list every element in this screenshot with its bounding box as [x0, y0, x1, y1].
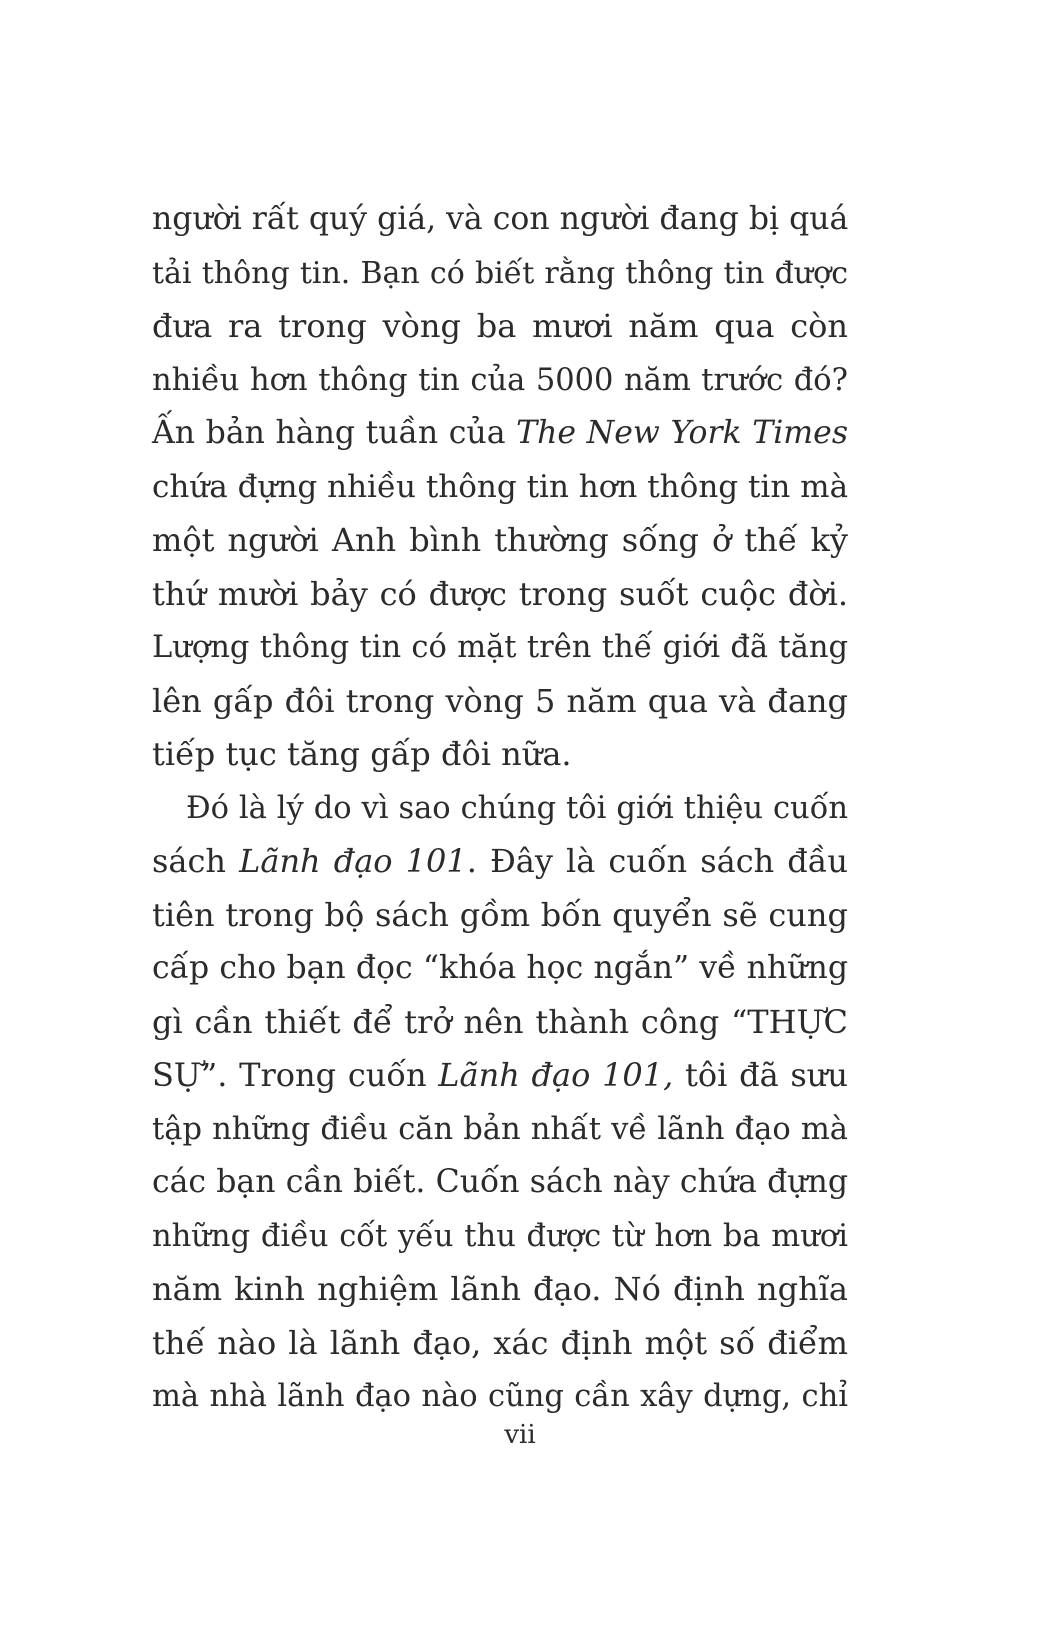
- text-span: . Đây là cuốn sách đầu: [466, 842, 849, 880]
- text-span: tôi đã sưu: [673, 1056, 849, 1094]
- text-line: năm kinh nghiệm lãnh đạo. Nó định nghĩa: [152, 1270, 848, 1308]
- text-line: người rất quý giá, và con người đang bị quá: [152, 201, 849, 237]
- text-line: Đó là lý do vì sao chúng tôi giới thiệu cuốn: [186, 790, 848, 826]
- text-span: SỰ”. Trong cuốn: [152, 1056, 439, 1094]
- body-text: [152, 193, 848, 1424]
- text-line: những điều cốt yếu thu được từ hơn ba mươi: [152, 1218, 848, 1254]
- text-line: mà nhà lãnh đạo nào cũng cần xây dựng, chỉ: [152, 1379, 848, 1414]
- text-line: [152, 835, 848, 889]
- text-line: một người Anh bình thường sống ở thế kỷ: [152, 521, 848, 559]
- text-line: lên gấp đôi trong vòng 5 năm qua và đang: [152, 681, 848, 720]
- text-span: sách: [152, 842, 240, 880]
- text-line: đưa ra trong vòng ba mươi năm qua còn: [152, 307, 848, 345]
- italic-title: Lãnh đạo 101: [239, 842, 467, 880]
- text-line: tập những điều căn bản nhất về lãnh đạo mà: [152, 1111, 848, 1147]
- text-line: tiếp tục tăng gấp đôi nữa.: [152, 735, 572, 773]
- italic-title: Lãnh đạo 101,: [438, 1056, 674, 1094]
- text-line: chứa đựng nhiều thông tin hơn thông tin mà: [152, 468, 849, 505]
- text-line: Lượng thông tin có mặt trên thế giới đã tăng: [152, 630, 848, 665]
- text-line: các bạn cần biết. Cuốn sách này chứa đựng: [152, 1164, 848, 1200]
- text-line: tải thông tin. Bạn có biết rằng thông tin được: [152, 255, 848, 291]
- page-number: vii: [504, 1420, 536, 1450]
- text-line: nhiều hơn thông tin của 5000 năm trước đó?: [152, 362, 848, 398]
- italic-title: The New York Times: [516, 415, 848, 451]
- text-line: [152, 1049, 848, 1103]
- text-line: [152, 407, 848, 461]
- text-line: thế nào là lãnh đạo, xác định một số điểm: [152, 1323, 848, 1362]
- text-line: cấp cho bạn đọc “khóa học ngắn” về những: [152, 950, 848, 986]
- text-span: Ấn bản hàng tuần của: [152, 415, 517, 451]
- text-line: gì cần thiết để trở nên thành công “THỰC: [152, 1002, 848, 1041]
- text-line: thứ mười bảy có được trong suốt cuộc đời.: [152, 574, 848, 613]
- text-line: tiên trong bộ sách gồm bốn quyển sẽ cung: [152, 895, 848, 934]
